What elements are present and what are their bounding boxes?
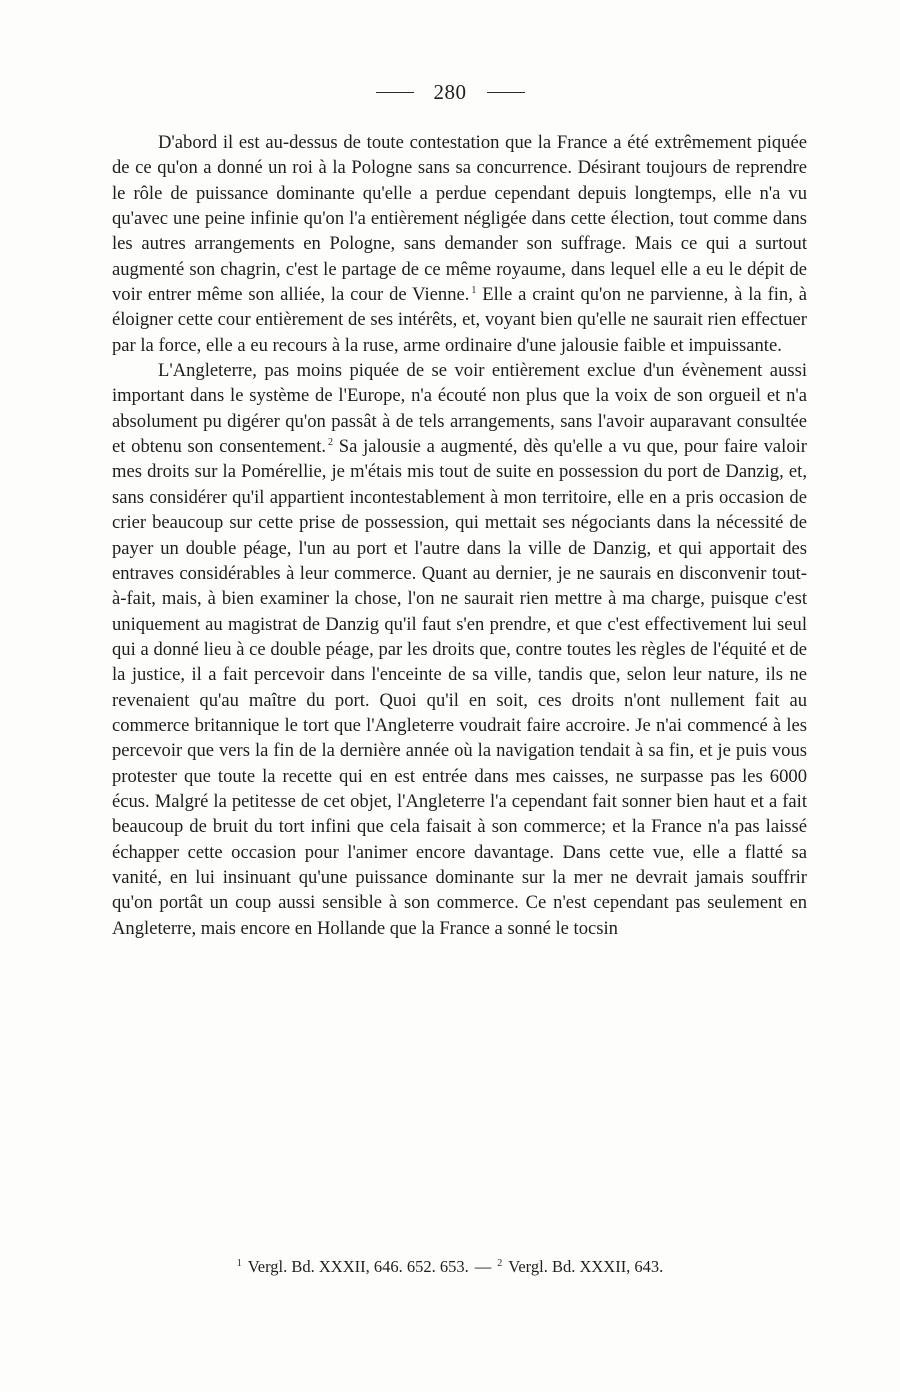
page-number: 280	[433, 80, 467, 104]
footnote-2	[497, 1257, 663, 1276]
footnote-1-text: Vergl. Bd. XXXII, 646. 652. 653.	[247, 1257, 469, 1276]
footnote-1	[237, 1257, 469, 1276]
paragraph-1-text-b: Elle a craint qu'on ne parvienne, à la fin, à éloigner cette cour entièrement de ses intérêts, et, voyant bien qu'elle ne saurait rien effectuer par la force, elle a eu recours à la ruse, arme ordinaire d'une jalousie faible et impuissante.	[112, 284, 807, 356]
paragraph-2	[112, 358, 807, 941]
footnote-ref-1: 1	[471, 285, 477, 297]
header-dash-left	[376, 92, 414, 93]
paragraph-2-text-b: Sa jalousie a augmenté, dès qu'elle a vu que, pour faire valoir mes droits sur la Pomérellie, je m'étais mis tout de suite en possession du port de Danzig, et, sans considérer qu'il appartient incontestablement à mon territoire, elle en a pris occasion de crier beaucoup sur cette prise de possession, qui mettait ses négociants dans la nécessité de payer un double péage, l'un au port et l'autre dans la ville de Danzig, et qui apportait des entraves considérables à leur commerce. Quant au dernier, je ne saurais en disconvenir tout-à-fait, mais, à bien examiner la chose, l'on ne saurait rien mettre à ma charge, puisque c'est uniquement au magistrat de Danzig qu'il faut s'en prendre, et que c'est effectivement lui seul qui a donné lieu à ce double péage, par les droits que, contre toutes les règles de l'équité et de la justice, il a fait percevoir dans l'enceinte de sa ville, tandis que, selon leur nature, ils ne revenaient qu'au maître du port. Quoi qu'il en soit, ces droits n'ont nullement fait au commerce britannique le tort que l'Angleterre voudrait faire accroire. Je n'ai commencé à les percevoir que vers la fin de la dernière année où la navigation tendait à sa fin, et je puis vous protester que toute la recette qui en est entrée dans mes caisses, ne surpasse pas les 6000 écus. Malgré la petitesse de cet objet, l'Angleterre l'a cependant fait sonner bien haut et a fait beaucoup de bruit du tort infini que cela faisait à son commerce; et la France n'a pas laissé échapper cette occasion pour l'animer encore davantage. Dans cette vue, elle a flatté sa vanité, en lui insinuant qu'une puissance dominante sur la mer ne devrait jamais souffrir qu'on portât un coup aussi sensible à son commerce. Ce n'est cependant pas seulement en Angleterre, mais encore en Hollande que la France a sonné le tocsin	[112, 436, 807, 939]
paragraph-2-text-a: L'Angleterre, pas moins piquée de se voir entièrement exclue d'un évènement aussi important dans le système de l'Europe, n'a écouté non plus que la voix de son orgueil et n'a absolument pu digérer qu'on passât à de tels arrangements, sans l'avoir auparavant consultée et obtenu son consentement.	[112, 360, 807, 458]
paragraph-1	[112, 130, 807, 358]
footnote-2-mark: 2	[497, 1258, 503, 1269]
footnote-1-mark: 1	[236, 1258, 242, 1269]
footnote-separator: —	[474, 1257, 492, 1276]
paragraph-1-text-a: D'abord il est au-dessus de toute contestation que la France a été extrêmement piquée de ce qu'on a donné un roi à la Pologne sans sa concurrence. Désirant toujours de reprendre le rôle de puissance dominante qu'elle a perdue cependant depuis longtemps, elle n'a vu qu'avec une peine infinie qu'on l'a entièrement négligée dans cette élection, tout comme dans les autres arrangements en Pologne, sans demander son suffrage. Mais ce qui a surtout augmenté son chagrin, c'est le partage de ce même royaume, dans lequel elle a eu le dépit de voir entrer même son alliée, la cour de Vienne.	[112, 132, 807, 306]
body-text	[112, 130, 807, 941]
page-header	[0, 80, 900, 105]
footnote-ref-2: 2	[327, 437, 333, 449]
header-dash-right	[487, 92, 525, 93]
footnote-2-text: Vergl. Bd. XXXII, 643.	[508, 1257, 664, 1276]
footnotes	[0, 1257, 900, 1277]
